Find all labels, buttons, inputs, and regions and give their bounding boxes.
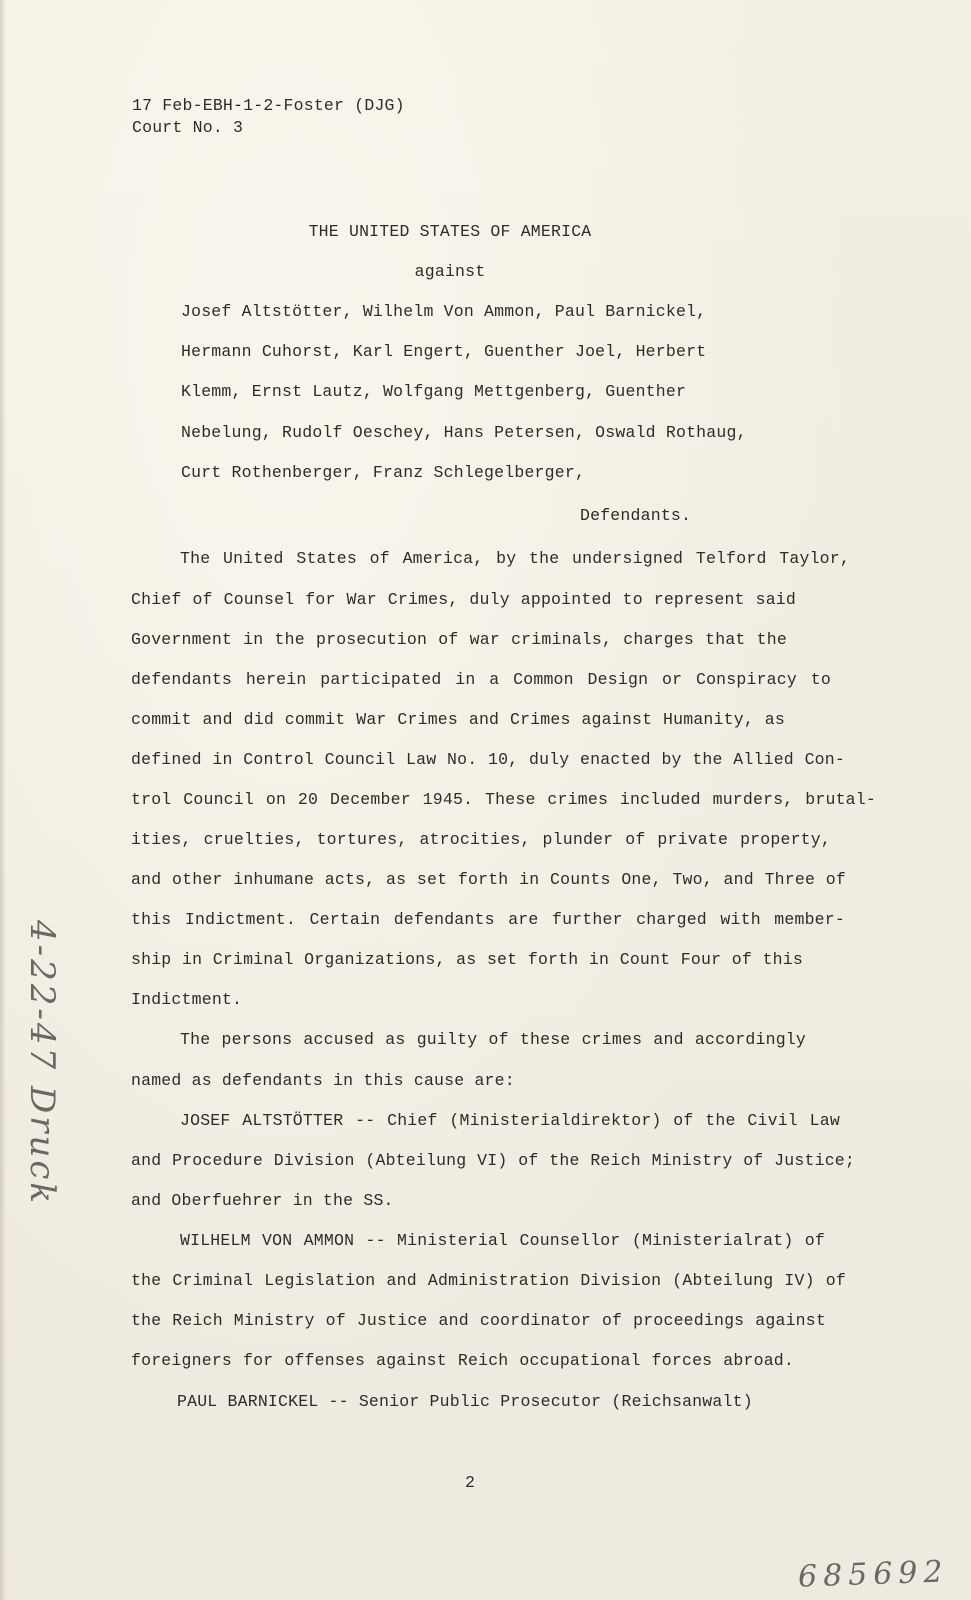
paragraph-line: foreigners for offenses against Reich occupational forces abroad. [131,1351,794,1370]
against-label: against [414,262,486,281]
handwritten-document-number: 685692 [797,1554,950,1595]
paragraph-line: named as defendants in this cause are: [131,1071,515,1090]
paragraph-line: Chief of Counsel for War Crimes, duly appointed to represent said [131,590,796,609]
defendant-line: Josef Altstötter, Wilhelm Von Ammon, Paul Barnickel, [181,302,707,321]
defendant-line: Nebelung, Rudolf Oeschey, Hans Petersen, Oswald Rothaug, [181,423,747,442]
paragraph-line: ities, cruelties, tortures, atrocities, plunder of private property, [131,830,831,849]
paragraph-line: the Reich Ministry of Justice and coordinator of proceedings against [131,1311,826,1330]
paragraph-line: Government in the prosecution of war criminals, charges that the [131,630,787,649]
paragraph-line: and Procedure Division (Abteilung VI) of the Reich Ministry of Justice; [131,1151,855,1170]
file-reference: 17 Feb-EBH-1-2-Foster (DJG) [132,96,405,115]
paragraph-line: defined in Control Council Law No. 10, duly enacted by the Allied Con- [131,750,845,769]
paragraph-line: The persons accused as guilty of these crimes and accordingly [180,1030,806,1049]
court-number: Court No. 3 [132,118,244,137]
plaintiff-heading: THE UNITED STATES OF AMERICA [308,222,592,241]
paragraph-line: trol Council on 20 December 1945. These crimes included murders, brutal- [131,790,876,809]
paragraph-line: PAUL BARNICKEL -- Senior Public Prosecutor (Reichsanwalt) [177,1392,753,1411]
paragraph-line: this Indictment. Certain defendants are further charged with member- [131,910,845,929]
paragraph-line: the Criminal Legislation and Administration Division (Abteilung IV) of [131,1271,846,1290]
paragraph-line: Indictment. [131,990,243,1009]
paragraph-line: commit and did commit War Crimes and Crimes against Humanity, as [131,710,785,729]
paragraph-line: and other inhumane acts, as set forth in Counts One, Two, and Three of [131,870,846,889]
defendant-line: Klemm, Ernst Lautz, Wolfgang Mettgenberg, Guenther [181,382,687,401]
defendant-line: Hermann Cuhorst, Karl Engert, Guenther Joel, Herbert [181,342,707,361]
handwritten-margin-note: 4-22-47 Druck [22,920,62,1206]
defendant-line: Curt Rothenberger, Franz Schlegelberger, [181,463,586,482]
paragraph-line: WILHELM VON AMMON -- Ministerial Counsellor (Ministerialrat) of [180,1231,825,1250]
paragraph-line: The United States of America, by the undersigned Telford Taylor, [180,549,850,568]
paragraph-line: and Oberfuehrer in the SS. [131,1191,394,1210]
paragraph-line: ship in Criminal Organizations, as set forth in Count Four of this [131,950,803,969]
page-number: 2 [464,1473,476,1492]
paragraph-line: JOSEF ALTSTÖTTER -- Chief (Ministerialdirektor) of the Civil Law [180,1111,840,1130]
paragraph-line: defendants herein participated in a Common Design or Conspiracy to [131,670,831,689]
defendants-label: Defendants. [580,506,692,525]
